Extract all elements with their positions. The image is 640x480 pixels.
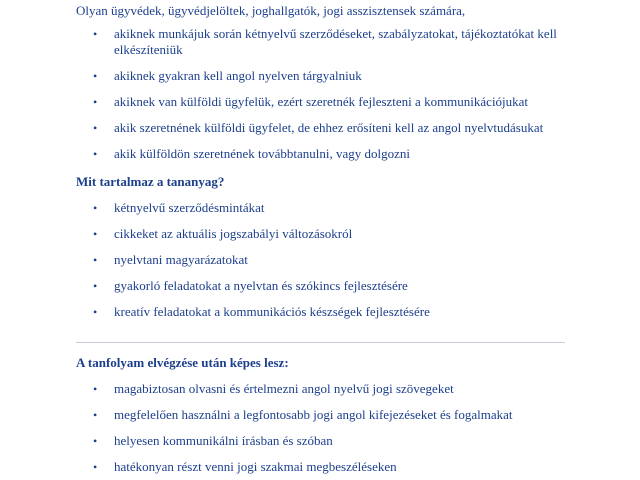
list-item — [90, 381, 570, 397]
intro-text: Olyan ügyvédek, ügyvédjelöltek, joghallgatók, jogi asszisztensek számára, — [76, 3, 466, 18]
list-item-text: hatékonyan részt venni jogi szakmai megbeszéléseken — [114, 459, 397, 474]
content-heading: Mit tartalmaz a tananyag? — [76, 174, 225, 189]
list-item — [90, 120, 570, 136]
list-item-text: gyakorló feladatokat a nyelvtan és szókincs fejlesztésére — [114, 278, 408, 293]
list-item-text: akik szeretnének külföldi ügyfelet, de ehhez erősíteni kell az angol nyelvtudásukat — [114, 120, 544, 135]
bullet-icon: • — [93, 201, 98, 215]
list-item — [90, 26, 570, 58]
bullet-icon: • — [93, 69, 98, 83]
content-list — [90, 200, 570, 320]
list-item — [90, 200, 570, 216]
list-item-text: akiknek gyakran kell angol nyelven tárgyalniuk — [114, 68, 362, 83]
section-divider — [76, 342, 565, 343]
bullet-icon: • — [93, 460, 98, 474]
list-item-text: cikkeket az aktuális jogszabályi változásokról — [114, 226, 353, 241]
bullet-icon: • — [93, 382, 98, 396]
list-item — [90, 433, 570, 449]
bullet-icon: • — [93, 27, 98, 41]
bullet-icon: • — [93, 279, 98, 293]
bullet-icon: • — [93, 305, 98, 319]
bullet-icon: • — [93, 227, 98, 241]
list-item-text: nyelvtani magyarázatokat — [114, 252, 248, 267]
list-item — [90, 252, 570, 268]
list-item — [90, 304, 570, 320]
list-item-text: kreatív feladatokat a kommunikációs készségek fejlesztésére — [114, 304, 430, 319]
outcomes-heading: A tanfolyam elvégzése után képes lesz: — [76, 355, 289, 370]
list-item-text: kétnyelvű szerződésmintákat — [114, 200, 265, 215]
list-item-text: akik külföldön szeretnének továbbtanulni, vagy dolgozni — [114, 146, 411, 161]
outcomes-list — [90, 381, 570, 475]
list-item-text: magabiztosan olvasni és értelmezni angol nyelvű jogi szövegeket — [114, 381, 454, 396]
bullet-icon: • — [93, 95, 98, 109]
bullet-icon: • — [93, 253, 98, 267]
bullet-icon: • — [93, 147, 98, 161]
list-item — [90, 94, 570, 110]
list-item — [90, 407, 570, 423]
list-item — [90, 278, 570, 294]
list-item — [90, 146, 570, 162]
list-item-text: megfelelően használni a legfontosabb jogi angol kifejezéseket és fogalmakat — [114, 407, 513, 422]
bullet-icon: • — [93, 434, 98, 448]
list-item-text: akiknek munkájuk során kétnyelvű szerződéseket, szabályzatokat, tájékoztatókat kell elkészíteniük — [114, 26, 557, 57]
list-item-text: helyesen kommunikálni írásban és szóban — [114, 433, 333, 448]
list-item — [90, 226, 570, 242]
list-item — [90, 459, 570, 475]
list-item-text: akiknek van külföldi ügyfelük, ezért szeretnék fejleszteni a kommunikációjukat — [114, 94, 529, 109]
audience-list — [90, 26, 570, 162]
bullet-icon: • — [93, 408, 98, 422]
bullet-icon: • — [93, 121, 98, 135]
list-item — [90, 68, 570, 84]
